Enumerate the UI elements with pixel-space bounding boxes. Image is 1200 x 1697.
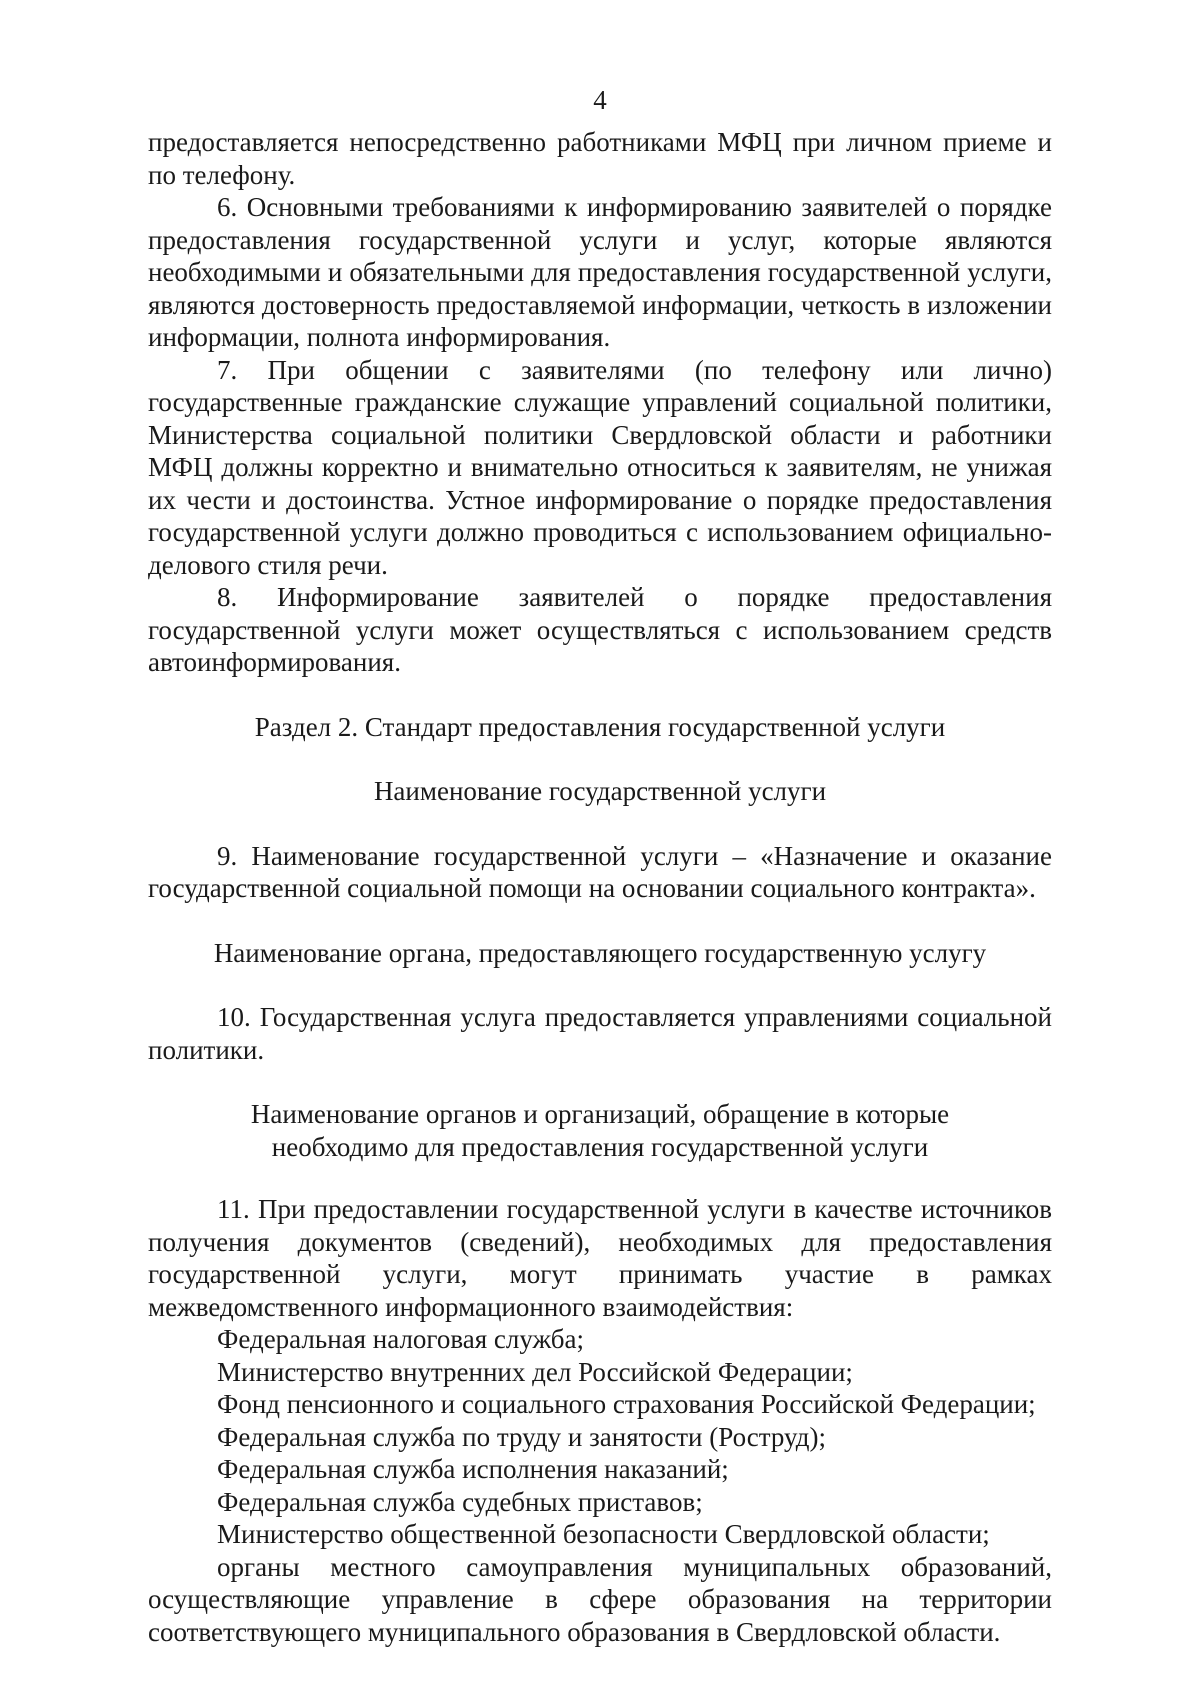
heading-service-name: Наименование государственной услуги (373, 776, 827, 806)
paragraph-8: 8. Информирование заявителей о порядке предоставления государственной услуги может осуществляться с использованием средств автоинформирования. (148, 582, 1052, 677)
list-item: Федеральная налоговая служба; (217, 1324, 585, 1354)
document-body (148, 126, 1052, 1648)
list-item: Фонд пенсионного и социального страхования Российской Федерации; (217, 1389, 1036, 1419)
paragraph-6: 6. Основными требованиями к информированию заявителей о порядке предоставления государственной услуги и услуг, которые являются необходимыми и обязательными для предоставления государственной услуги, являются достоверность предоставляемой информации, четкость в изложении информации, полнота информирования. (148, 192, 1052, 352)
list-item: Министерство общественной безопасности Свердловской области; (217, 1519, 990, 1549)
heading-orgs-line-1: Наименование органов и организаций, обращение в которые (250, 1099, 950, 1129)
paragraph-10: 10. Государственная услуга предоставляется управлениями социальной политики. (148, 1002, 1052, 1065)
paragraph-7: 7. При общении с заявителями (по телефону или лично) государственные гражданские служащие управлений социальной политики, Министерства социальной политики Свердловской области и работники МФЦ должны корректно и внимательно относиться к заявителям, не унижая их чести и достоинства. Устное информирование о порядке предоставления государственной услуги должно проводиться с использованием официально-делового стиля речи. (148, 354, 1052, 580)
heading-orgs-line-2: необходимо для предоставления государственной услуги (271, 1131, 929, 1162)
paragraph-11: 11. При предоставлении государственной услуги в качестве источников получения документов (сведений), необходимых для предоставления государственной услуги, могут принимать участие в рамках межведомственного информационного взаимодействия: (148, 1194, 1052, 1322)
list-item: Федеральная служба по труду и занятости (Роструд); (217, 1421, 827, 1452)
paragraph-9: 9. Наименование государственной услуги – «Назначение и оказание государственной социальной помощи на основании социального контракта». (148, 840, 1052, 903)
paragraph-continuation: предоставляется непосредственно работниками МФЦ при личном приеме и по телефону. (148, 127, 1052, 190)
list-item: Министерство внутренних дел Российской Федерации; (217, 1356, 853, 1387)
heading-body-name: Наименование органа, предоставляющего государственную услугу (213, 937, 987, 968)
paragraph-local-authorities: органы местного самоуправления муниципальных образований, осуществляющие управление в сфере образования на территории соответствующего муниципального образования в Свердловской области. (148, 1551, 1052, 1647)
organizations-list (148, 1323, 1052, 1551)
section-title: Раздел 2. Стандарт предоставления государственной услуги (254, 711, 946, 742)
page-number: 4 (593, 85, 607, 115)
list-item: Федеральная служба судебных приставов; (217, 1486, 703, 1517)
list-item: Федеральная служба исполнения наказаний; (217, 1454, 729, 1484)
